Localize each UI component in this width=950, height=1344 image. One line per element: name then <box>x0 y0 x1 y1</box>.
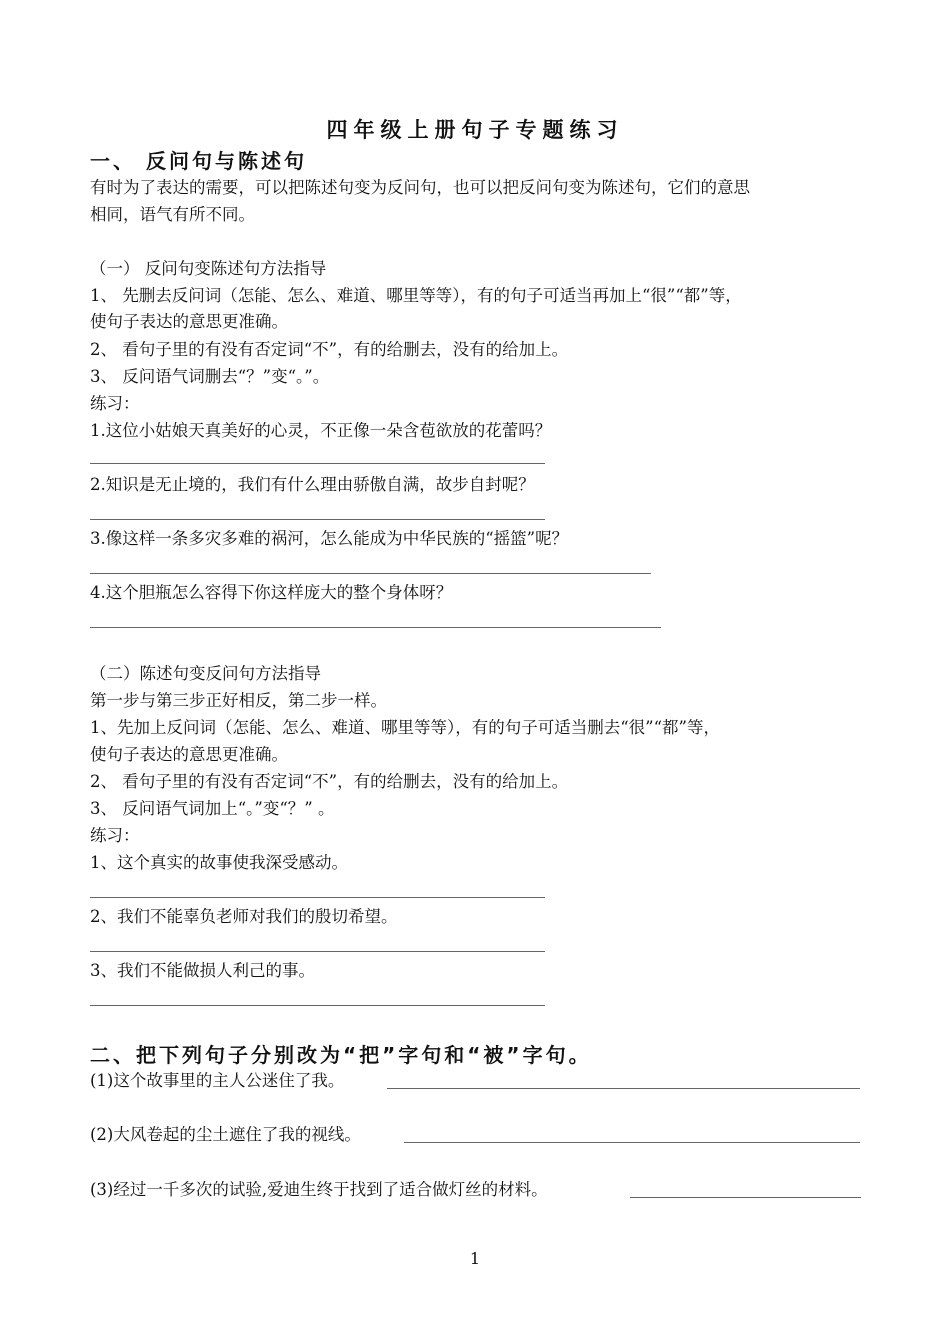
section1-heading: 一、 反问句与陈述句 <box>90 149 307 173</box>
answer-line[interactable] <box>630 1197 861 1198</box>
part2-question-2: 2、我们不能辜负老师对我们的殷切希望。 <box>90 907 398 926</box>
page-number: 1 <box>469 1249 481 1268</box>
page-title: 四年级上册句子专题练习 <box>326 118 624 142</box>
answer-line[interactable] <box>90 1005 545 1006</box>
part2-note: 第一步与第三步正好相反，第二步一样。 <box>90 691 387 710</box>
answer-line[interactable] <box>90 573 651 574</box>
part2-question-1: 1、这个真实的故事使我深受感动。 <box>90 853 348 872</box>
part1-step1-line1: 1、 先删去反问词（怎能、怎么、难道、哪里等等），有的句子可适当再加上“很”“都”等， <box>90 286 742 305</box>
section2-question-2: (2)大风卷起的尘土遮住了我的视线。 <box>90 1125 361 1144</box>
part1-step3: 3、 反问语气词删去“？”变“。”。 <box>90 367 330 386</box>
answer-line[interactable] <box>90 519 545 520</box>
section1-intro-line1: 有时为了表达的需要，可以把陈述句变为反问句，也可以把反问句变为陈述句，它们的意思 <box>90 178 750 197</box>
part1-question-3: 3.像这样一条多灾多难的祸河，怎么能成为中华民族的“摇篮”呢？ <box>90 529 569 548</box>
section1-intro-line2: 相同，语气有所不同。 <box>90 205 255 224</box>
part2-practice-label: 练习： <box>90 826 140 845</box>
answer-line[interactable] <box>387 1088 860 1089</box>
part2-heading: （二）陈述句变反问句方法指导 <box>90 664 321 683</box>
part1-heading: （一） 反问句变陈述句方法指导 <box>90 259 327 278</box>
answer-line[interactable] <box>90 627 661 628</box>
section2-question-3: (3)经过一千多次的试验,爱迪生终于找到了适合做灯丝的材料。 <box>90 1180 548 1199</box>
part2-step2: 2、 看句子里的有没有否定词“不”，有的给删去，没有的给加上。 <box>90 772 569 791</box>
answer-line[interactable] <box>90 463 545 464</box>
answer-line[interactable] <box>404 1142 860 1143</box>
answer-line[interactable] <box>90 897 545 898</box>
part2-step1-line2: 使句子表达的意思更准确。 <box>90 745 288 764</box>
part1-question-2: 2.知识是无止境的，我们有什么理由骄傲自满，故步自封呢？ <box>90 475 535 494</box>
part2-step1-line1: 1、先加上反问词（怎能、怎么、难道、哪里等等），有的句子可适当删去“很”“都”等， <box>90 718 720 737</box>
section2-question-1: (1)这个故事里的主人公迷住了我。 <box>90 1071 345 1090</box>
part1-practice-label: 练习： <box>90 394 140 413</box>
part1-question-4: 4.这个胆瓶怎么容得下你这样庞大的整个身体呀？ <box>90 583 453 602</box>
part1-step2: 2、 看句子里的有没有否定词“不”，有的给删去，没有的给加上。 <box>90 340 569 359</box>
part1-step1-line2: 使句子表达的意思更准确。 <box>90 312 288 331</box>
part2-question-3: 3、我们不能做损人利己的事。 <box>90 961 315 980</box>
part2-step3: 3、 反问语气词加上“。”变“？” 。 <box>90 799 335 818</box>
part1-question-1: 1.这位小姑娘天真美好的心灵，不正像一朵含苞欲放的花蕾吗？ <box>90 421 552 440</box>
answer-line[interactable] <box>90 951 545 952</box>
section2-heading: 二、把下列句子分别改为“把”字句和“被”字句。 <box>90 1043 592 1067</box>
